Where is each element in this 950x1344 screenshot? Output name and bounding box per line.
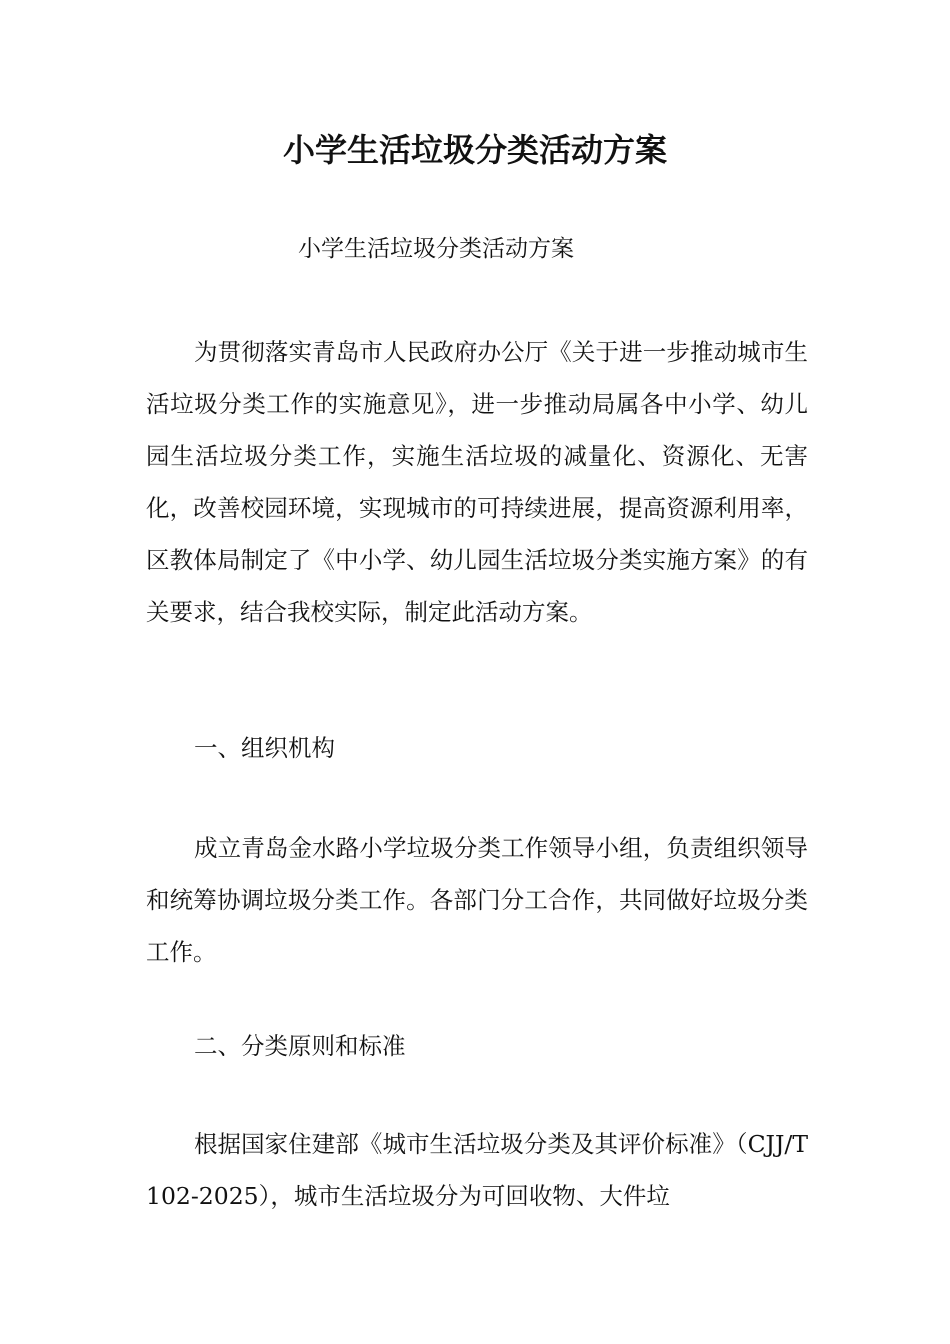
section-heading-organization: 一、组织机构 <box>194 734 335 762</box>
section-heading-principles: 二、分类原则和标准 <box>194 1032 406 1060</box>
organization-paragraph: 成立青岛金水路小学垃圾分类工作领导小组，负责组织领导和统筹协调垃圾分类工作。各部门分工合作，共同做好垃圾分类工作。 <box>146 834 808 966</box>
intro-paragraph: 为贯彻落实青岛市人民政府办公厅《关于进一步推动城市生活垃圾分类工作的实施意见》，进一步推动局属各中小学、幼儿园生活垃圾分类工作，实施生活垃圾的减量化、资源化、无害化，改善校园环境，实现城市的可持续进展，提高资源利用率，区教体局制定了《中小学、幼儿园生活垃圾分类实施方案》的有关要求，结合我校实际，制定此活动方案。 <box>146 338 808 626</box>
document-subtitle: 小学生活垃圾分类活动方案 <box>298 236 574 262</box>
principles-paragraph: 根据国家住建部《城市生活垃圾分类及其评价标准》（CJJ/T102-2025），城市生活垃圾分为可回收物、大件垃 <box>146 1130 808 1210</box>
document-title: 小学生活垃圾分类活动方案 <box>282 131 667 169</box>
